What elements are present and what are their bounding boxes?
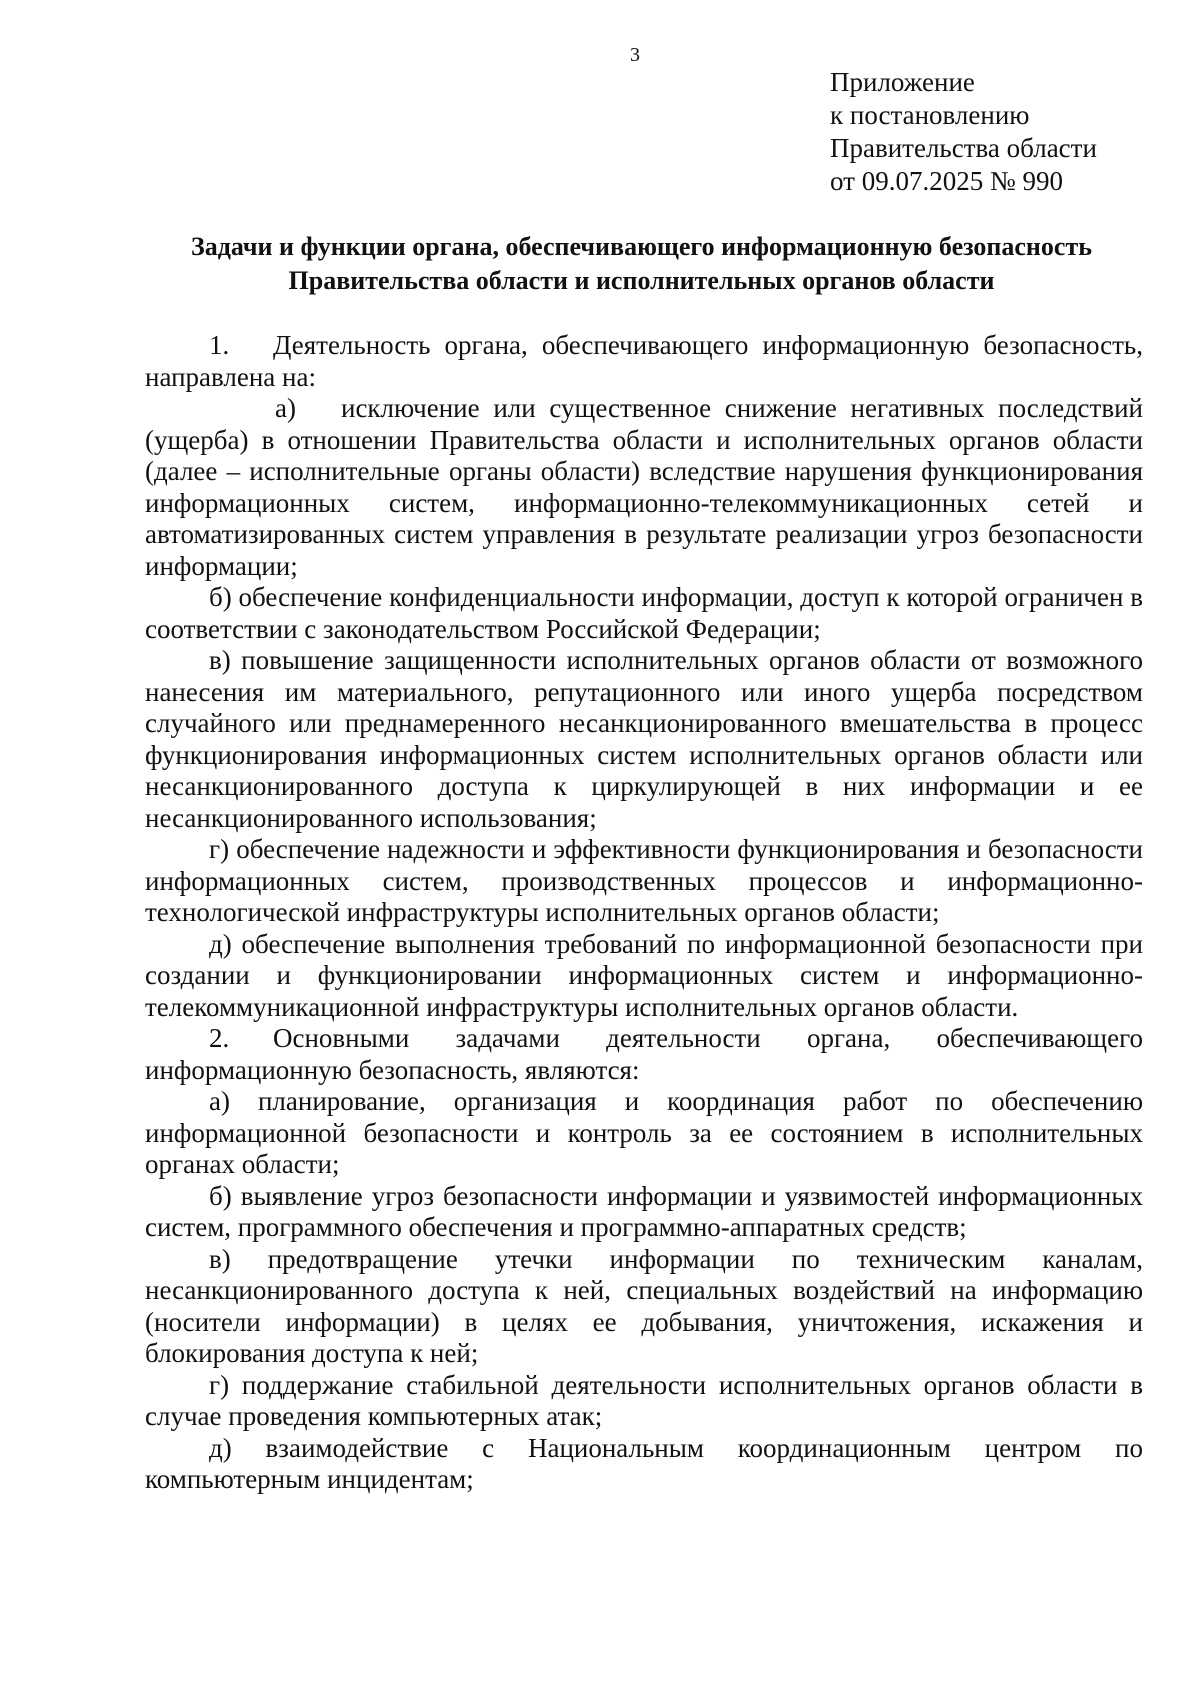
- section-1-item-a: [145, 393, 1143, 582]
- paragraph-text: Деятельность органа, обеспечивающего информационную безопасность, направлена на:: [145, 330, 1143, 392]
- section-1-item-d: д) обеспечение выполнения требований по информационной безопасности при создании и функционировании информационных систем и информационно-телекоммуникационной инфраструктуры исполнительных органов области.: [145, 928, 1143, 1022]
- section-2-item-v: в) предотвращение утечки информации по техническим каналам, несанкционированного доступа к ней, специальных воздействий на информацию (носители информации) в целях ее добывания, уничтожения, искажения и блокирования доступа к ней;: [145, 1243, 1143, 1368]
- appendix-line: Приложение: [830, 67, 975, 97]
- section-1-item-v: в) повышение защищенности исполнительных органов области от возможного нанесения им материального, репутационного или иного ущерба посредством случайного или преднамеренного несанкционированного вмешательства в процесс функционирования информационных систем исполнительных органов области или несанкционированного доступа к циркулирующей в них информации и ее несанкционированного использования;: [145, 645, 1143, 833]
- item-marker: а): [275, 393, 296, 423]
- section-number: 2.: [209, 1023, 230, 1053]
- appendix-line: к постановлению: [830, 100, 1030, 130]
- section-2-item-g: г) поддержание стабильной деятельности исполнительных органов области в случае проведения компьютерных атак;: [145, 1369, 1143, 1431]
- appendix-block: [830, 66, 1097, 198]
- section-number: 1.: [209, 330, 230, 360]
- title-line: Задачи и функции органа, обеспечивающего информационную безопасность: [191, 232, 1092, 261]
- section-1-item-b: б) обеспечение конфиденциальности информации, доступ к которой ограничен в соответствии с законодательством Российской Федерации;: [145, 582, 1143, 644]
- title-line: Правительства области и исполнительных органов области: [288, 266, 995, 295]
- appendix-line: Правительства области: [830, 133, 1097, 163]
- section-1-intro: [145, 330, 1143, 393]
- section-2-item-d: д) взаимодействие с Национальным координационным центром по компьютерным инцидентам;: [145, 1432, 1143, 1494]
- document-title: [140, 230, 1143, 298]
- section-2-intro: [145, 1023, 1143, 1086]
- page-number: 3: [630, 44, 640, 66]
- section-2-item-a: а) планирование, организация и координация работ по обеспечению информационной безопасности и контроль за ее состоянием в исполнительных органах области;: [145, 1086, 1143, 1179]
- document-body: [145, 330, 1143, 1496]
- section-1-item-g: г) обеспечение надежности и эффективности функционирования и безопасности информационных систем, производственных процессов и информационно-технологической инфраструктуры исполнительных органов области;: [145, 834, 1143, 927]
- section-2-item-b: б) выявление угроз безопасности информации и уязвимостей информационных систем, программного обеспечения и программно-аппаратных средств;: [145, 1180, 1143, 1242]
- paragraph-text: исключение или существенное снижение негативных последствий (ущерба) в отношении Правительства области и исполнительных органов области (далее – исполнительные органы области) вследствие нарушения функционирования информационных систем, информационно-телекоммуникационных сетей и автоматизированных систем управления в результате реализации угроз безопасности информации;: [145, 393, 1143, 581]
- paragraph-text: Основными задачами деятельности органа, обеспечивающего информационную безопасность, являются:: [145, 1023, 1143, 1085]
- appendix-line: от 09.07.2025 № 990: [830, 166, 1063, 196]
